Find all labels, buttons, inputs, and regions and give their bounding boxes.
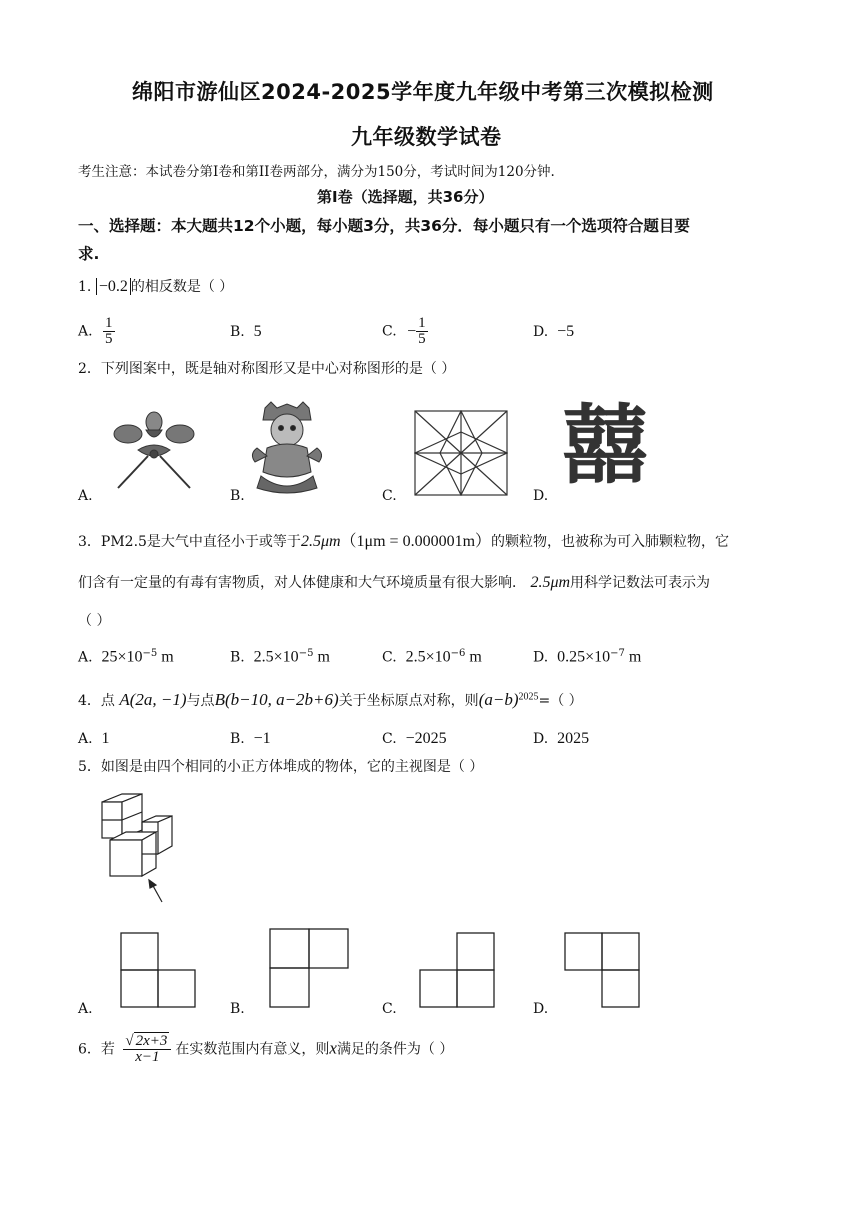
- cube-stack-figure: [96, 792, 186, 904]
- part1-heading: 第I卷（选择题，共36分）: [317, 188, 494, 206]
- exam-subtitle: 九年级数学试卷: [351, 125, 502, 149]
- question-4: 4．点 A(2a, −1)与点B(b−10, a−2b+6)关于坐标原点对称，则$(a-b)^{2025}=$（ ）: [78, 690, 583, 709]
- question-3-line-1: 3．PM2.5是大气中直径小于或等于2.5μm（1μm = 0.000001m）的颗粒物，也被称为可入肺颗粒物，它: [78, 533, 730, 550]
- q4-option-b: B. −1: [230, 730, 271, 747]
- geometric-square-figure: [414, 410, 508, 496]
- question-2: 2．下列图案中，既是轴对称图形又是中心对称图形的是（ ）: [78, 361, 456, 377]
- q2-option-c-label: C.: [382, 488, 397, 504]
- q3-option-d: D. $0.25\times 10^{-7}$ m: [533, 648, 642, 666]
- q5-figure-d: [564, 932, 640, 1008]
- q3-option-b: B. $2.5\times 10^{-5}$ m: [230, 648, 330, 666]
- section-instructions-cont: 求.: [78, 245, 100, 263]
- q3-option-c: C. $2.5\times 10^{-6}$ m: [382, 648, 482, 666]
- q5-option-b-label: B.: [230, 1001, 245, 1017]
- q4-option-a: A. 1: [78, 730, 110, 747]
- q1-option-b: B. 5: [230, 323, 262, 340]
- q5-figure-b: [269, 928, 349, 1008]
- q1-option-c: C. − $\frac{1}{5}$: [382, 315, 426, 347]
- q2-option-d-label: D.: [533, 488, 549, 504]
- exam-notice: 考生注意：本试卷分第I卷和第II卷两部分，满分为150分，考试时间为120分钟.: [78, 164, 555, 180]
- q5-option-c-label: C.: [382, 1001, 397, 1017]
- q5-option-d-label: D.: [533, 1001, 549, 1017]
- q5-figure-c: [419, 932, 495, 1008]
- q3-option-a: A. $25\times 10^{-5}$ m: [78, 648, 174, 666]
- section-instructions: 一、选择题：本大题共12个小题，每小题3分，共36分．每小题只有一个选项符合题目要: [78, 217, 690, 235]
- question-1: 1. −0.2 的相反数是（ ）: [78, 278, 234, 295]
- question-5: 5．如图是由四个相同的小正方体堆成的物体，它的主视图是（ ）: [78, 759, 484, 775]
- abs-expression: −0.2: [96, 278, 131, 295]
- q1-option-d: D. −5: [533, 323, 575, 340]
- q4-option-d: D. 2025: [533, 730, 590, 747]
- question-3-line-2: 们含有一定量的有毒有害物质，对人体健康和大气环境质量有很大影响． 2.5μm用科学记数法可表示为: [78, 574, 711, 591]
- q5-figure-a: [120, 932, 196, 1008]
- q2-option-b-label: B.: [230, 488, 245, 504]
- question-6: 6．若 $\frac{√ 2x+3}{x-1}$ 在实数范围内有意义，则x满足的条件为（ ）: [78, 1033, 454, 1065]
- q2-option-a-label: A.: [78, 488, 93, 504]
- q1-option-a: A. $\frac{1}{5}$: [78, 315, 113, 347]
- question-3-line-3: （ ）: [78, 613, 111, 629]
- exam-title: 绵阳市游仙区2024-2025学年度九年级中考第三次模拟检测: [132, 80, 714, 104]
- double-happiness-figure: 囍: [562, 396, 648, 496]
- q4-option-c: C. −2025: [382, 730, 447, 747]
- tiger-figure: [245, 400, 330, 495]
- kite-figure: [108, 400, 200, 492]
- q5-option-a-label: A.: [78, 1001, 93, 1017]
